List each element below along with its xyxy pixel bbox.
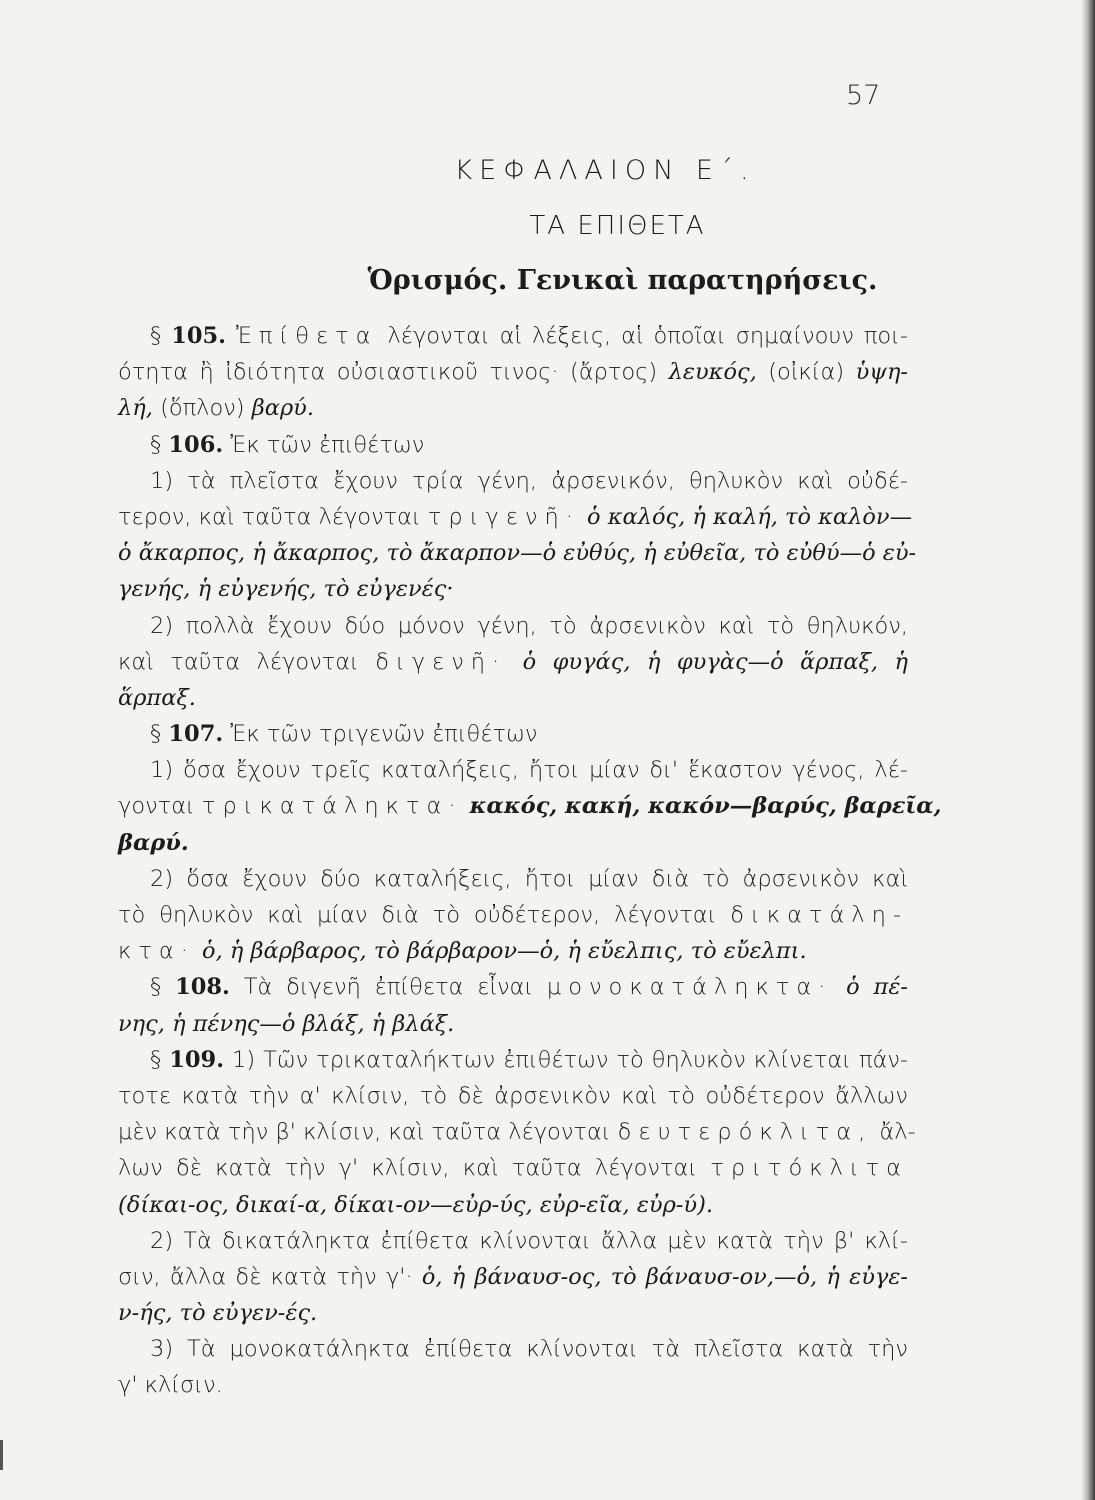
text-line: γ' κλίσιν. bbox=[118, 1372, 223, 1399]
page-edge-mark bbox=[0, 1440, 3, 1470]
text-line: νης, ἡ πένης—ὁ βλάξ, ἡ βλάξ. bbox=[118, 1010, 455, 1037]
text-line: λων δὲ κατὰ τὴν γ' κλίσιν, καὶ ταῦτα λέγονται τριτόκλιτα bbox=[118, 1155, 908, 1182]
chapter-title: ΤΑ ΕΠΙΘΕΤΑ bbox=[529, 211, 706, 241]
text-line: § 106. Ἐκ τῶν ἐπιθέτων bbox=[150, 431, 425, 458]
text-line: γονται τρικατάληκτα· κακός, κακή, κακόν—βαρύς, βαρεῖα, bbox=[118, 793, 942, 820]
body-text bbox=[118, 318, 942, 1404]
text-line: λή, (ὅπλον) βαρύ. bbox=[118, 395, 315, 422]
text-line: ὁ ἄκαρπος, ἡ ἄκαρπος, τὸ ἄκαρπον—ὁ εὐθύς, ἡ εὐθεῖα, τὸ εὐθύ—ὁ εὐ- bbox=[118, 540, 917, 567]
text-line: 1) ὅσα ἔχουν τρεῖς καταλήξεις, ἤτοι μίαν δι' ἕκαστον γένος, λέ- bbox=[150, 757, 908, 784]
text-line: 1) τὰ πλεῖστα ἔχουν τρία γένη, ἀρσενικόν, θηλυκὸν καὶ οὐδέ- bbox=[150, 467, 908, 494]
text-line: τοτε κατὰ τὴν α' κλίσιν, τὸ δὲ ἀρσενικὸν καὶ τὸ οὐδέτερον ἄλλων bbox=[118, 1082, 908, 1109]
text-line: τερον, καὶ ταῦτα λέγονται τριγενῆ· ὁ καλός, ἡ καλή, τὸ καλὸν— bbox=[118, 503, 913, 530]
chapter-heading: ΚΕΦΑΛΑΙΟΝ Ε΄. bbox=[454, 155, 756, 186]
text-line: 2) Τὰ δικατάληκτα ἐπίθετα κλίνονται ἄλλα μὲν κατὰ τὴν β' κλί- bbox=[150, 1227, 908, 1254]
section-subtitle: Ὁρισμός. Γενικαὶ παρατηρήσεις. bbox=[367, 265, 878, 296]
text-line: ότητα ἢ ἰδιότητα οὐσιαστικοῦ τινος· (ἄρτος) λευκός, (οἰκία) ὑψη- bbox=[118, 359, 909, 386]
text-line: βαρύ. bbox=[118, 829, 189, 856]
text-line: § 105. Ἐπίθετα λέγονται αἱ λέξεις, αἱ ὁποῖαι σημαίνουν ποι- bbox=[150, 323, 909, 349]
text-line: καὶ ταῦτα λέγονται διγενῆ· ὁ φυγάς, ἡ φυγὰς—ὁ ἅρπαξ, ἡ bbox=[118, 648, 909, 675]
text-line: § 107. Ἐκ τῶν τριγενῶν ἐπιθέτων bbox=[150, 721, 538, 748]
text-line: (δίκαι-ος, δικαί-α, δίκαι-ον—εὐρ-ύς, εὐρ-εῖα, εὐρ-ύ). bbox=[118, 1191, 714, 1218]
text-line: § 108. Τὰ διγενῆ ἐπίθετα εἶναι μονοκατάληκτα· ὁ πέ- bbox=[150, 974, 908, 1001]
text-line: κτα· ὁ, ἡ βάρβαρος, τὸ βάρβαρον—ὁ, ἡ εὔελπις, τὸ εὔελπι. bbox=[118, 938, 807, 965]
page-number: 57 bbox=[846, 80, 881, 111]
text-line: τὸ θηλυκὸν καὶ μίαν διὰ τὸ οὐδέτερον, λέγονται δικατάλη- bbox=[118, 902, 908, 928]
text-line: 2) πολλὰ ἔχουν δύο μόνον γένη, τὸ ἀρσενικὸν καὶ τὸ θηλυκόν, bbox=[150, 612, 908, 639]
text-line: γενής, ἡ εὐγενής, τὸ εὐγενές· bbox=[118, 576, 454, 603]
text-line: μὲν κατὰ τὴν β' κλίσιν, καὶ ταῦτα λέγονται δευτερόκλιτα, ἄλ- bbox=[118, 1119, 916, 1146]
text-line: ν-ής, τὸ εὐγεν-ές. bbox=[118, 1300, 318, 1327]
text-line: ἅρπαξ. bbox=[118, 684, 196, 711]
text-line: 3) Τὰ μονοκατάληκτα ἐπίθετα κλίνονται τὰ πλεῖστα κατὰ τὴν bbox=[150, 1336, 908, 1363]
text-line: 2) ὅσα ἔχουν δύο καταλήξεις, ἤτοι μίαν διὰ τὸ ἀρσενικὸν καὶ bbox=[150, 865, 908, 892]
text-line: σιν, ἄλλα δὲ κατὰ τὴν γ'· ὁ, ἡ βάναυσ-ος, τὸ βάναυσ-ον,—ὁ, ἡ εὐγε- bbox=[118, 1263, 909, 1290]
text-line: § 109. 1) Τῶν τρικαταλήκτων ἐπιθέτων τὸ θηλυκὸν κλίνεται πάν- bbox=[150, 1046, 909, 1073]
